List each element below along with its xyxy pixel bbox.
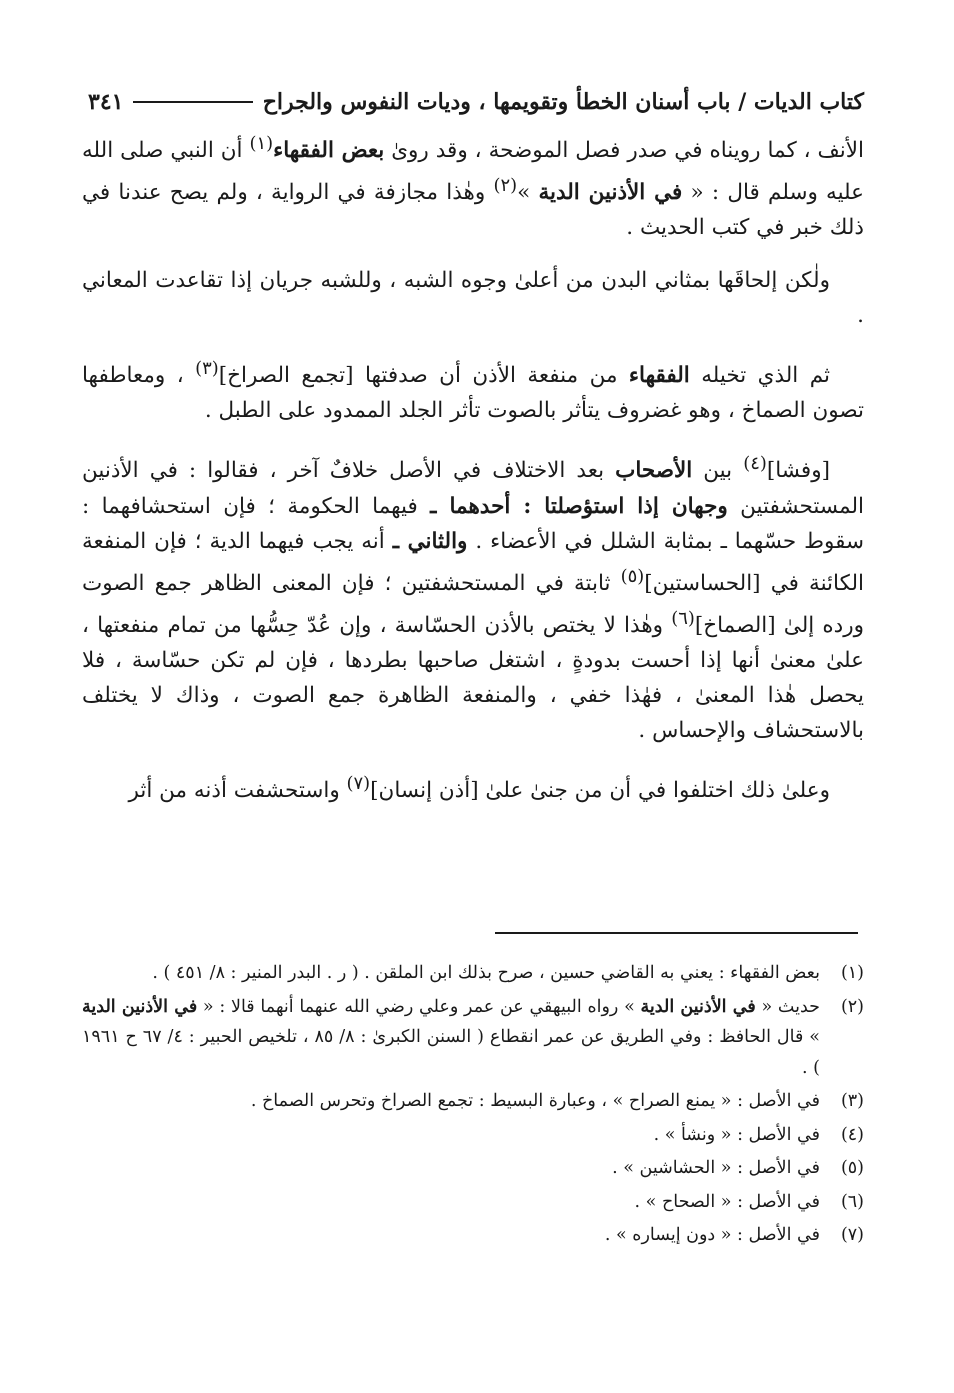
- footnote-ref-6: (٦): [671, 607, 695, 629]
- footnote: [82, 1153, 864, 1184]
- footnote: [82, 1220, 864, 1251]
- footnote-number: (٣): [840, 1091, 864, 1111]
- paragraph-1: الأنف ، كما رويناه في صدر فصل الموضحة ، وقد روىٰ بعض الفقهاء$^{(١)}$ أن النبي صلى الله عليه وسلم قال : « في الأذنين الدية »$^{(٢)}$ وهٰذا مجازفة في الرواية ، ولم يصح عندنا في ذلك خبر في كتب الحديث .: [82, 133, 865, 241]
- paragraph-3: ثم الذي تخيله الفقهاء من منفعة الأذن أن صدفتها [تجمع الصراخ]$^{(٣)}$ ، ومعاطفها تصون الصماخ ، وهو غضروف يتأثر بالصوت تأثر الجلد الممدود على الطبل .: [82, 358, 864, 424]
- footnote-text: في الأصل : « الحشاشين » .: [612, 1158, 820, 1178]
- footnotes: [82, 958, 864, 1254]
- footnote-text: بعض الفقهاء : يعني به القاضي حسين ، صرح بذلك ابن الملقن . ( ر . البدر المنير : ٨/ ٤٥١ ) .: [152, 963, 820, 983]
- header-rule: [133, 101, 252, 103]
- paragraph-4: [وفشا]$^{(٤)}$ بين الأصحاب بعد الاختلاف في الأصل خلافٌ آخر ، فقالوا : في الأذنين المستحشفتين وجهان إذا استؤصلتا : أحدهما ـ فيهما الحكومة ؛ فإن استحشافهما : سقوط حسّهما ـ بمثابة الشلل في الأعضاء . والثاني ـ أنه يجب فيهما الدية ؛ فإن المنفعة الكائنة في [الحساستين]$^{(٥)}$ ثابتة في المستحشفتين ؛ فإن المعنى الظاهر جمع الصوت ورده إلىٰ [الصماخ]$^{(٦)}$ وهٰذا لا يختص بالأذن الحسّاسة ، وإن عُدّ حِسُّها من تمام منفعتها ، علىٰ معنىٰ أنها إذا أحست بدودةٍ ، اشتغل صاحبها بطردها ، فإن لم تكن حسّاسة ، فلا يحصل هٰذا المعنىٰ ، فهٰذا خفي ، والمنفعة الظاهرة جمع الصوت ، وذاك لا يختلف بالاستحشاف والإحساس .: [82, 453, 865, 743]
- footnote-text: في الأصل : « الصحاح » .: [634, 1191, 820, 1212]
- footnote-number: (٤): [840, 1124, 864, 1145]
- footnote-number: (١): [840, 963, 864, 983]
- footnote: [82, 992, 864, 1084]
- footnote: [82, 958, 864, 989]
- page-number: ٣٤١: [88, 89, 124, 115]
- footnote-text: في الأصل : « يمنع الصراح » ، وعبارة البسيط : تجمع الصراخ وتحرس الصماخ .: [250, 1091, 820, 1111]
- footnote: [82, 1120, 864, 1151]
- paragraph-5: وعلىٰ ذلك اختلفوا في أن من جنىٰ علىٰ [أذن إنسان]$^{(٧)}$ واستحشفت أذنه من أثر: [128, 772, 830, 804]
- footnote: [82, 1086, 864, 1117]
- footnote-text: في الأصل : « ونشأ » .: [653, 1124, 820, 1145]
- footnote-ref-2: (٢): [493, 175, 518, 197]
- footnote-ref-5: (٥): [620, 565, 645, 587]
- footnote-ref-3: (٣): [195, 358, 219, 380]
- footnote-ref-1: (١): [249, 133, 274, 154]
- running-header: [88, 82, 864, 122]
- footnote-number: (٧): [840, 1225, 864, 1245]
- footnote-separator: [495, 932, 858, 934]
- footnote-number: (٢): [840, 996, 864, 1017]
- paragraph-2: ولٰكن إلحاقَها بمثاني البدن من أعلىٰ وجوه الشبه ، وللشبه جريان إذا تقاعدت المعاني .: [82, 268, 864, 329]
- footnote: [82, 1187, 864, 1218]
- header-title: كتاب الديات / باب أسنان الخطأ وتقويمها ، وديات النفوس والجراح: [262, 89, 864, 115]
- main-text: [82, 126, 864, 834]
- footnote-text: حديث « في الأذنين الدية » رواه البيهقي عن عمر وعلي رضي الله عنهما أنهما قالا : « في الأذنين الدية » قال الحافظ : وفي الطريق عن عمر انقطاع ( السنن الكبرىٰ : ٨/ ٨٥ ، تلخيص الحبير : ٤/ ٦٧ ح ١٩٦١ ) .: [82, 996, 820, 1078]
- footnote-number: (٦): [840, 1191, 864, 1212]
- footnote-text: في الأصل : « دون إيساره » .: [604, 1225, 820, 1245]
- footnote-ref-4: (٤): [743, 453, 767, 475]
- footnote-ref-7: (٧): [346, 772, 371, 794]
- footnote-number: (٥): [840, 1158, 864, 1178]
